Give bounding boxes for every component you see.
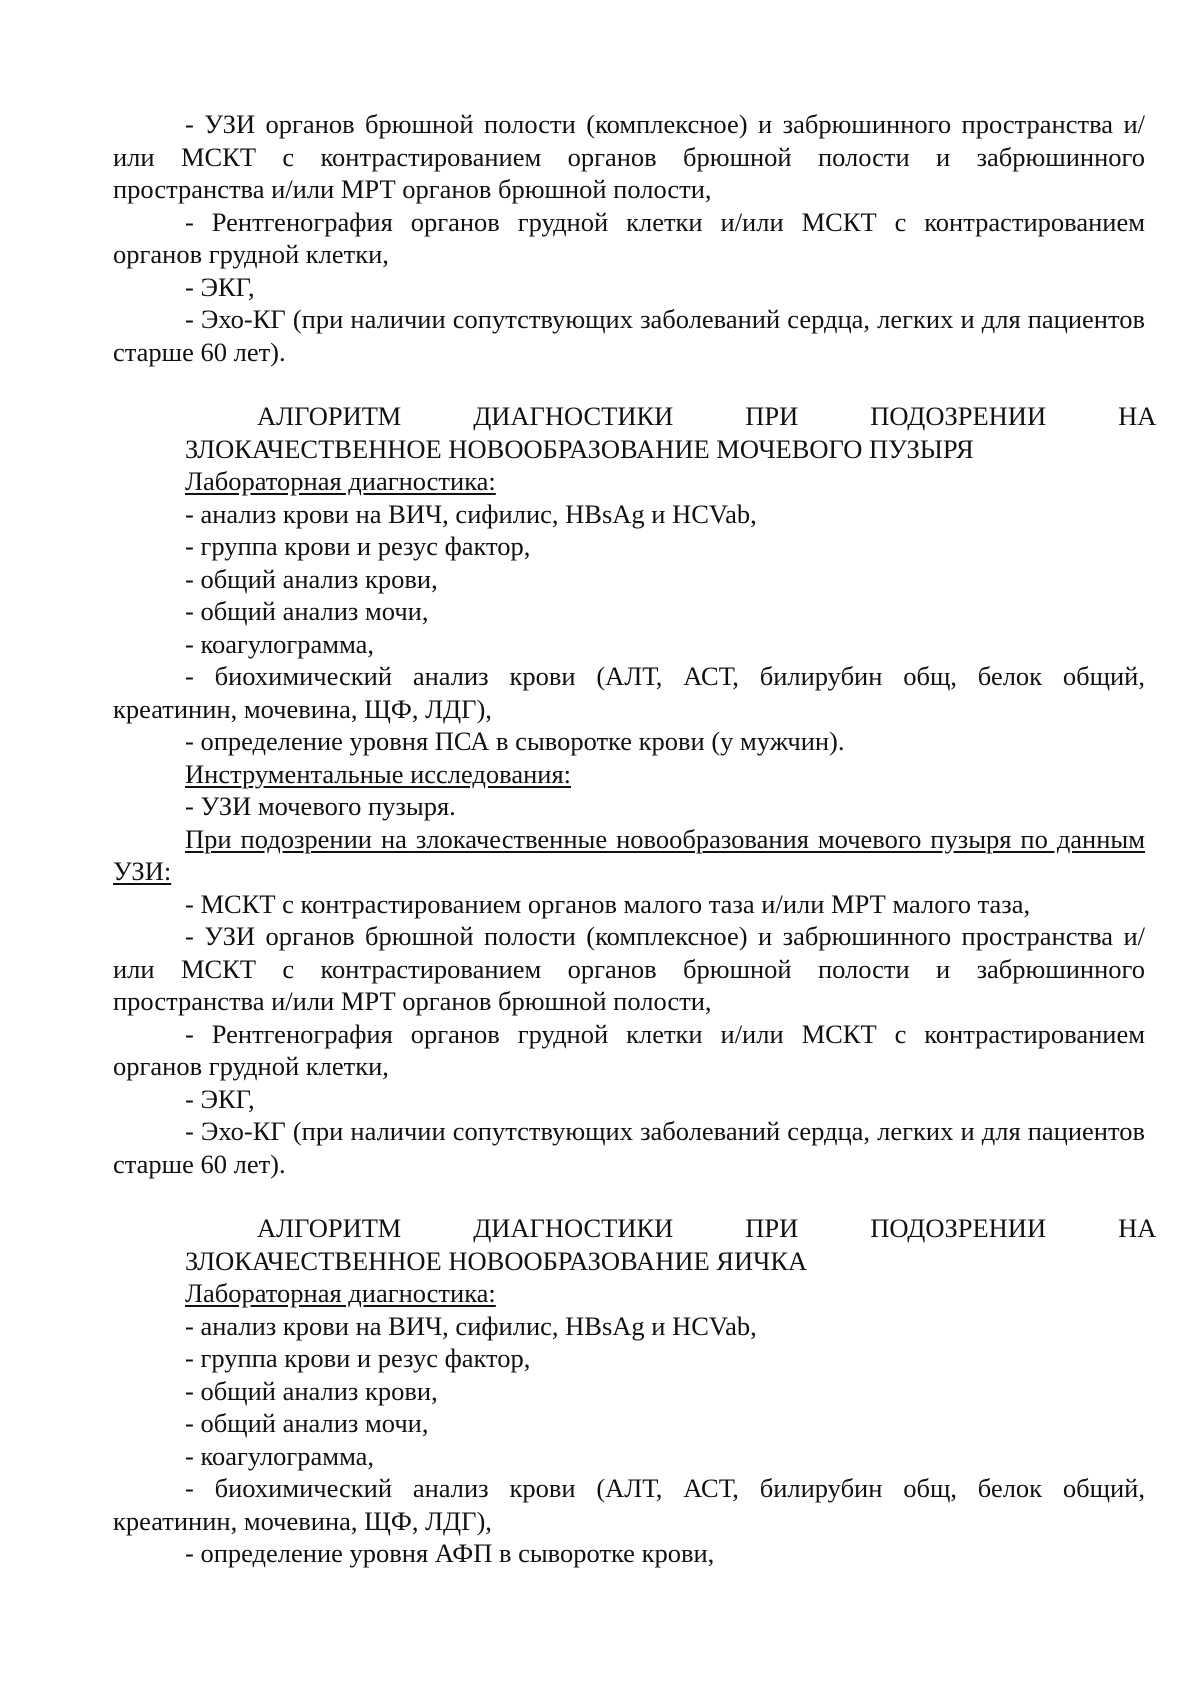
usi-paragraph: - УЗИ органов брюшной полости (комплексное) и забрюшинного пространства и/или МСКТ с контрастированием органов брюшной полости и забрюшинного пространства и/или МРТ органов брюшной полости, <box>113 109 1145 204</box>
usi-paragraph: - УЗИ органов брюшной полости (комплексное) и забрюшинного пространства и/или МСКТ с контрастированием органов брюшной полости и забрюшинного пространства и/или МРТ органов брюшной полости, <box>113 921 1145 1016</box>
afp-line: - определение уровня АФП в сыворотке крови, <box>185 1538 715 1568</box>
heading-word: АЛГОРИТМ <box>257 401 402 431</box>
echo-paragraph: - Эхо-КГ (при наличии сопутствующих заболеваний сердца, легких и для пациентов старше 60 лет). <box>113 304 1145 367</box>
heading-line-2: ЗЛОКАЧЕСТВЕННОЕ НОВООБРАЗОВАНИЕ МОЧЕВОГО ПУЗЫРЯ <box>185 433 974 464</box>
xray-paragraph: - Рентгенография органов грудной клетки и/или МСКТ с контрастированием органов грудной клетки, <box>113 1018 1145 1081</box>
heading-word: ПОДОЗРЕНИИ <box>870 1213 1047 1243</box>
lab-item: - анализ крови на ВИЧ, сифилис, HBsAg и HCVab, <box>185 498 757 529</box>
instr-title-text: Инструментальные исследования: <box>185 758 571 789</box>
lab-item: - коагулограмма, <box>185 1440 375 1471</box>
suspect-title: При подозрении на злокачественные новообразования мочевого пузыря по данным УЗИ: <box>113 823 1145 886</box>
lab-title-text: Лабораторная диагностика: <box>185 1278 496 1308</box>
lab-title <box>113 1277 1145 1310</box>
lab-title-text: Лабораторная диагностика: <box>185 466 496 496</box>
echo-paragraph: - Эхо-КГ (при наличии сопутствующих заболеваний сердца, легких и для пациентов старше 60 лет). <box>113 1116 1145 1179</box>
lab-item: - коагулограмма, <box>185 628 375 659</box>
lab-item: - общий анализ крови, <box>185 1375 438 1406</box>
heading-word: ДИАГНОСТИКИ <box>473 401 674 431</box>
heading-word: ПРИ <box>745 401 799 431</box>
ekg-line: - ЭКГ, <box>185 271 255 302</box>
heading-word: АЛГОРИТМ <box>257 1213 402 1243</box>
lab-title <box>113 465 1145 498</box>
heading-line-1 <box>113 400 1157 433</box>
heading-line-2: ЗЛОКАЧЕСТВЕННОЕ НОВООБРАЗОВАНИЕ ЯИЧКА <box>185 1245 808 1276</box>
section-heading-bladder <box>113 400 1157 465</box>
psa-line: - определение уровня ПСА в сыворотке крови (у мужчин). <box>185 726 845 756</box>
heading-word: ДИАГНОСТИКИ <box>473 1213 674 1243</box>
lab-item: - группа крови и резус фактор, <box>185 1343 531 1373</box>
biochem-paragraph: - биохимический анализ крови (АЛТ, АСТ, билирубин общ, белок общий, креатинин, мочевина, ЩФ, ЛДГ), <box>113 661 1145 724</box>
lab-item: - анализ крови на ВИЧ, сифилис, HBsAg и HCVab, <box>185 1310 757 1341</box>
section-heading-testis <box>113 1212 1157 1277</box>
heading-word: ПРИ <box>745 1213 799 1243</box>
heading-word: НА <box>1118 1213 1157 1243</box>
heading-word: ПОДОЗРЕНИИ <box>870 401 1047 431</box>
heading-word: НА <box>1118 401 1157 431</box>
lab-item: - группа крови и резус фактор, <box>185 531 531 561</box>
msct-pelvis-line: - МСКТ с контрастированием органов малого таза и/или МРТ малого таза, <box>185 888 1031 919</box>
biochem-paragraph: - биохимический анализ крови (АЛТ, АСТ, билирубин общ, белок общий, креатинин, мочевина, ЩФ, ЛДГ), <box>113 1473 1145 1536</box>
lab-item: - общий анализ мочи, <box>185 596 429 626</box>
lab-item: - общий анализ крови, <box>185 563 438 594</box>
instr-item: - УЗИ мочевого пузыря. <box>185 791 456 821</box>
heading-line-1 <box>113 1212 1157 1245</box>
document-page <box>113 108 1157 1570</box>
xray-paragraph: - Рентгенография органов грудной клетки и/или МСКТ с контрастированием органов грудной клетки, <box>113 206 1145 269</box>
lab-item: - общий анализ мочи, <box>185 1408 429 1438</box>
ekg-line: - ЭКГ, <box>185 1083 255 1114</box>
instr-title <box>113 758 1145 791</box>
